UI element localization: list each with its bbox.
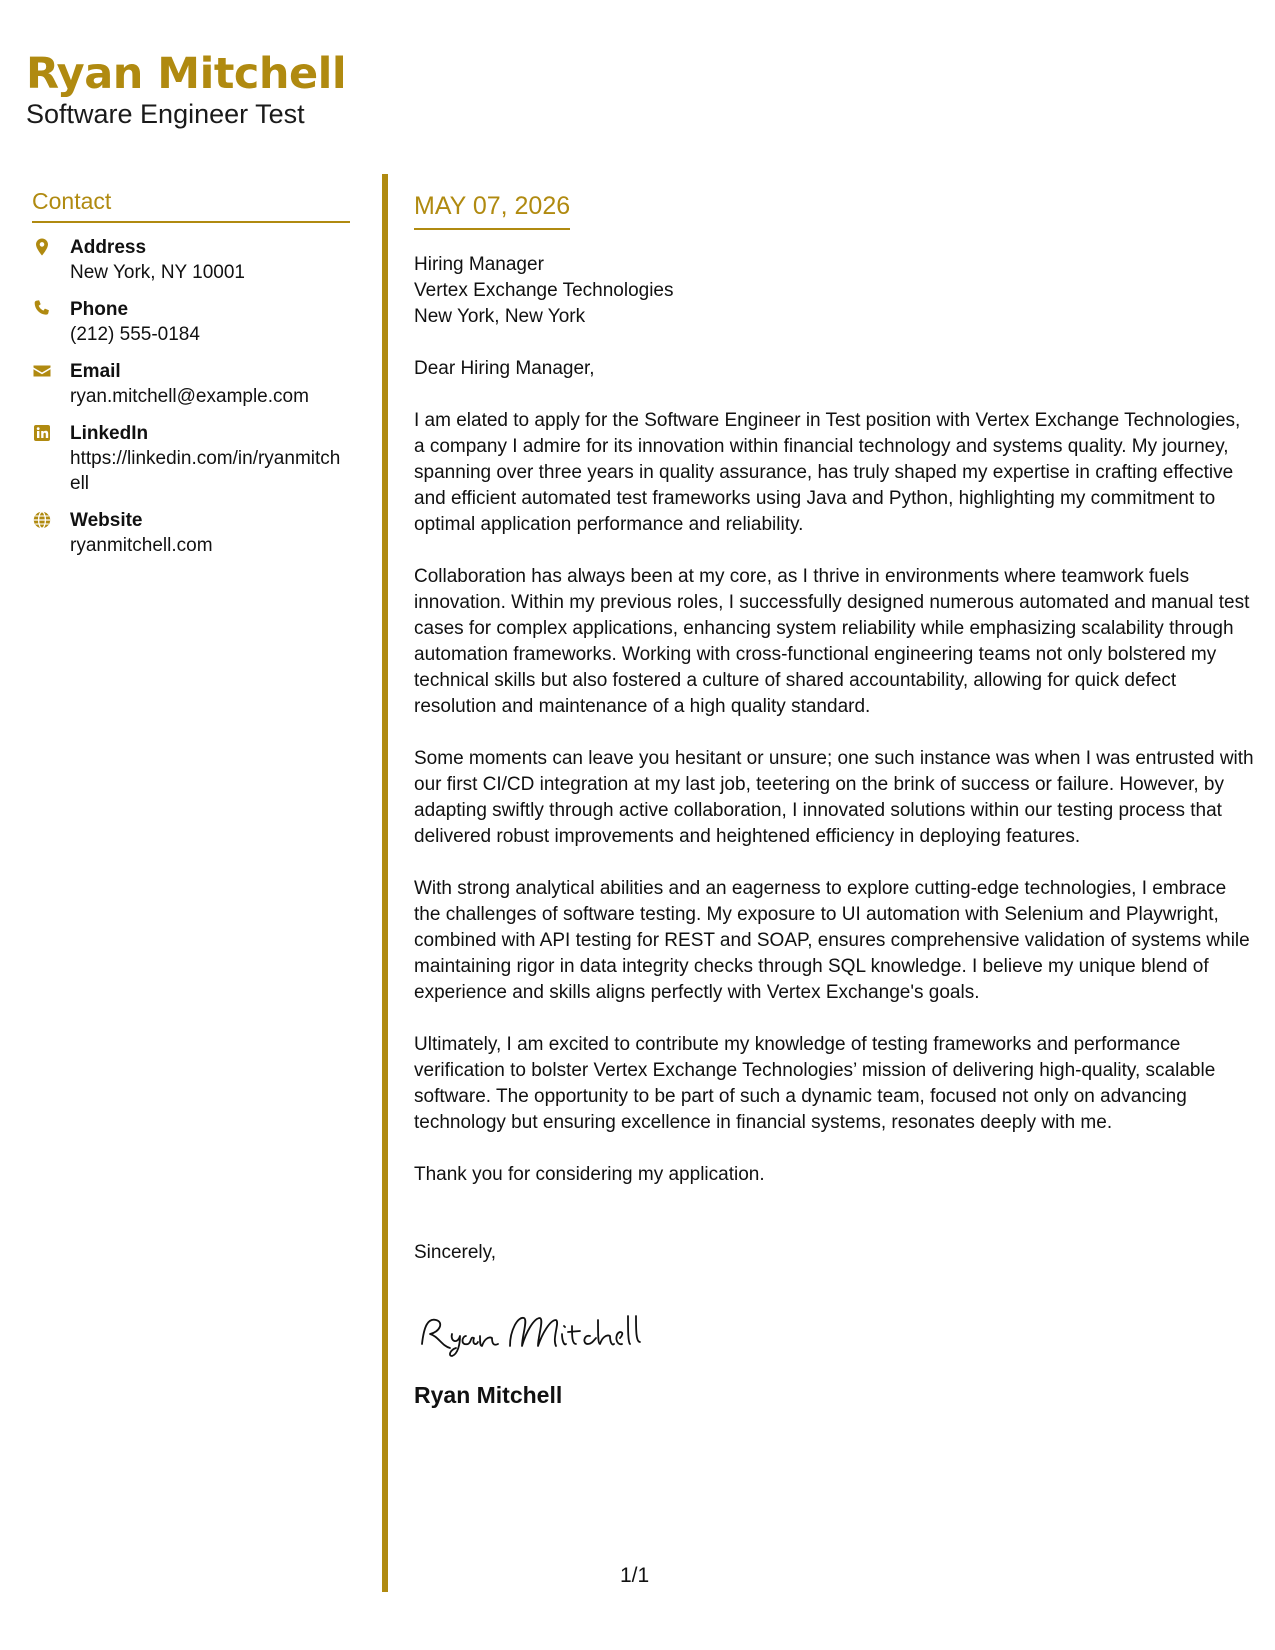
website-value[interactable]: ryanmitchell.com <box>70 535 213 556</box>
paragraph-3: Some moments can leave you hesitant or unsure; one such instance was when I was entrusted with our first CI/CD integration at my last job, teetering on the brink of success or failure. However, by adapting swiftly through active collaboration, I innovated solutions within our testing process that delivered robust improvements and heightened efficiency in deploying features. <box>414 748 1254 847</box>
envelope-icon <box>32 361 52 381</box>
contact-item-email <box>32 360 350 409</box>
page-number: 1/1 <box>620 1564 650 1587</box>
letter-body <box>414 190 1254 1410</box>
paragraph-5: Ultimately, I am excited to contribute my knowledge of testing frameworks and performance verification to bolster Vertex Exchange Technologies’ mission of delivering high-quality, scalable software. The opportunity to be part of such a dynamic team, focused not only on advancing technology but ensuring excellence in financial systems, resonates deeply with me. <box>414 1034 1216 1133</box>
contact-item-address <box>32 236 350 285</box>
paragraph-2: Collaboration has always been at my core, as I thrive in environments where teamwork fuels innovation. Within my previous roles, I successfully designed numerous automated and manual test cases for complex applications, enhancing system reliability while emphasizing scalability through automation frameworks. Working with cross-functional engineering teams not only bolstered my technical skills but also fostered a culture of shared accountability, allowing for quick defect resolution and maintenance of a high quality standard. <box>414 566 1250 717</box>
contact-sidebar <box>32 186 350 558</box>
contact-heading: Contact <box>32 186 350 223</box>
date-block <box>414 190 570 230</box>
vertical-divider <box>382 174 388 1592</box>
applicant-title: Software Engineer Test <box>26 99 305 129</box>
closing: Sincerely, <box>414 1242 497 1263</box>
recipient-title: Hiring Manager <box>414 254 544 275</box>
recipient-location: New York, New York <box>414 306 586 327</box>
signature-graphic <box>414 1306 644 1358</box>
phone-icon <box>32 299 52 319</box>
contact-item-linkedin <box>32 422 350 496</box>
letter-date: MAY 07, 2026 <box>414 192 571 220</box>
applicant-name: Ryan Mitchell <box>26 49 347 99</box>
linkedin-label: LinkedIn <box>70 423 149 444</box>
address-label: Address <box>70 237 147 258</box>
recipient-company: Vertex Exchange Technologies <box>414 280 674 301</box>
paragraph-6: Thank you for considering my application. <box>414 1164 765 1185</box>
website-label: Website <box>70 510 143 531</box>
contact-item-phone <box>32 298 350 347</box>
paragraph-1: I am elated to apply for the Software Engineer in Test position with Vertex Exchange Technologies, a company I admire for its innovation within financial technology and systems quality. My journey, spanning over three years in quality assurance, has truly shaped my expertise in crafting effective and efficient automated test frameworks using Java and Python, highlighting my commitment to optimal application performance and reliability. <box>414 410 1241 535</box>
linkedin-icon <box>32 423 52 443</box>
map-pin-icon <box>32 237 52 257</box>
address-value: New York, NY 10001 <box>70 262 245 283</box>
phone-label: Phone <box>70 299 129 320</box>
email-label: Email <box>70 361 121 382</box>
paragraph-4: With strong analytical abilities and an eagerness to explore cutting-edge technologies, I embrace the challenges of software testing. My exposure to UI automation with Selenium and Playwright, combined with API testing for REST and SOAP, ensures comprehensive validation of systems while maintaining rigor in data integrity checks through SQL knowledge. I believe my unique blend of experience and skills aligns perfectly with Vertex Exchange's goals. <box>414 878 1250 1003</box>
email-value[interactable]: ryan.mitchell@example.com <box>70 386 309 407</box>
contact-item-website <box>32 509 350 558</box>
recipient-block <box>414 252 1254 330</box>
resume-header <box>26 48 346 130</box>
phone-value: (212) 555-0184 <box>70 324 200 345</box>
linkedin-value[interactable]: https://linkedin.com/in/ryanmitchell <box>70 448 341 494</box>
greeting: Dear Hiring Manager, <box>414 358 595 379</box>
signer-name: Ryan Mitchell <box>414 1382 563 1408</box>
globe-icon <box>32 510 52 530</box>
handwritten-signature <box>414 1306 1254 1358</box>
